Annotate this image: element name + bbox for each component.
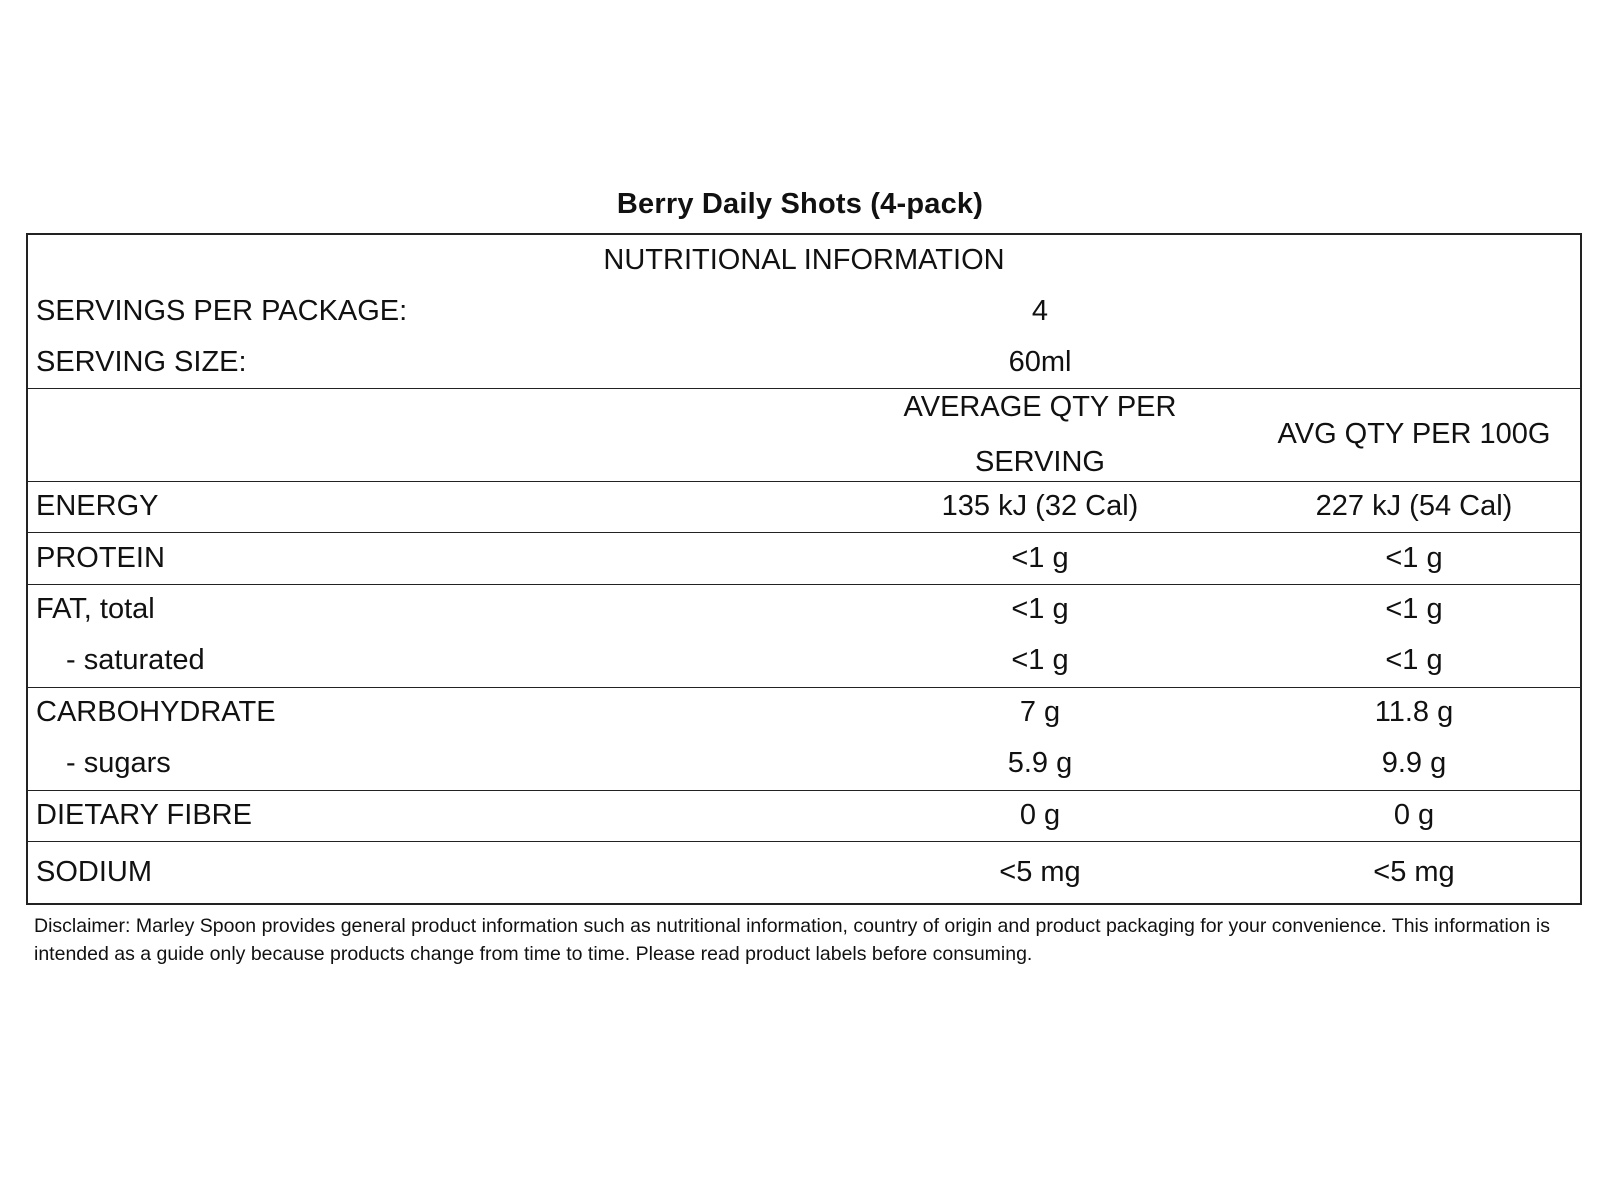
nutrient-label: ENERGY	[36, 490, 159, 523]
nutrient-label: FAT, total	[36, 593, 155, 626]
nutrient-row-dietary-fibre	[28, 790, 1580, 841]
nutrient-sublabel: - sugars	[66, 747, 171, 780]
per-100g-value: <5 mg	[1373, 855, 1455, 888]
per-serving-value: <1 g	[1011, 593, 1069, 626]
panel-heading: NUTRITIONAL INFORMATION	[603, 243, 1005, 276]
column-header-row	[28, 388, 1580, 481]
per-serving-value: <1 g	[1011, 644, 1069, 677]
per-serving-value: 7 g	[1019, 696, 1061, 729]
nutrient-row-sugars	[28, 738, 1580, 790]
product-title: Berry Daily Shots (4-pack)	[616, 188, 984, 220]
per-serving-value: 5.9 g	[1007, 747, 1073, 780]
per-serving-value: <5 mg	[999, 855, 1081, 888]
column-header-per-100g: AVG QTY PER 100G	[1277, 418, 1551, 451]
serving-size-value: 60ml	[1008, 346, 1072, 379]
nutrient-label: PROTEIN	[36, 541, 165, 574]
servings-per-package-row	[28, 286, 1580, 338]
per-100g-value: <1 g	[1385, 593, 1443, 626]
per-100g-value: 0 g	[1393, 799, 1435, 832]
disclaimer-text: Disclaimer: Marley Spoon provides general product information such as nutritional information, country of origin and product packaging for your convenience. This information is intended as a guide only because products change from time to time. Please read product labels before consuming.	[34, 915, 1551, 965]
servings-per-package-label: SERVINGS PER PACKAGE:	[36, 295, 408, 328]
per-100g-value: 11.8 g	[1374, 696, 1454, 729]
panel-heading-row	[28, 235, 1580, 286]
per-100g-value: <1 g	[1385, 644, 1443, 677]
nutrient-row-energy	[28, 481, 1580, 532]
per-100g-value: 227 kJ (54 Cal)	[1315, 490, 1513, 523]
serving-size-row	[28, 338, 1580, 388]
nutrient-row-carbohydrate	[28, 687, 1580, 738]
column-header-per-serving: AVERAGE QTY PER SERVING	[903, 390, 1177, 478]
nutrient-label: CARBOHYDRATE	[36, 696, 276, 729]
nutrient-row-fat-total	[28, 584, 1580, 635]
nutrition-panel	[26, 233, 1582, 905]
nutrient-row-sodium	[28, 841, 1580, 903]
nutrient-row-protein	[28, 532, 1580, 584]
nutrient-row-saturated	[28, 635, 1580, 687]
per-serving-value: 0 g	[1019, 799, 1061, 832]
nutrient-label: DIETARY FIBRE	[36, 799, 252, 832]
per-serving-value: <1 g	[1011, 541, 1069, 574]
serving-size-label: SERVING SIZE:	[36, 346, 247, 379]
per-100g-value: <1 g	[1385, 541, 1443, 574]
servings-per-package-value: 4	[1031, 295, 1049, 328]
per-100g-value: 9.9 g	[1381, 747, 1447, 780]
nutrient-label: SODIUM	[36, 855, 152, 888]
nutrient-sublabel: - saturated	[66, 644, 205, 677]
per-serving-value: 135 kJ (32 Cal)	[941, 490, 1139, 523]
